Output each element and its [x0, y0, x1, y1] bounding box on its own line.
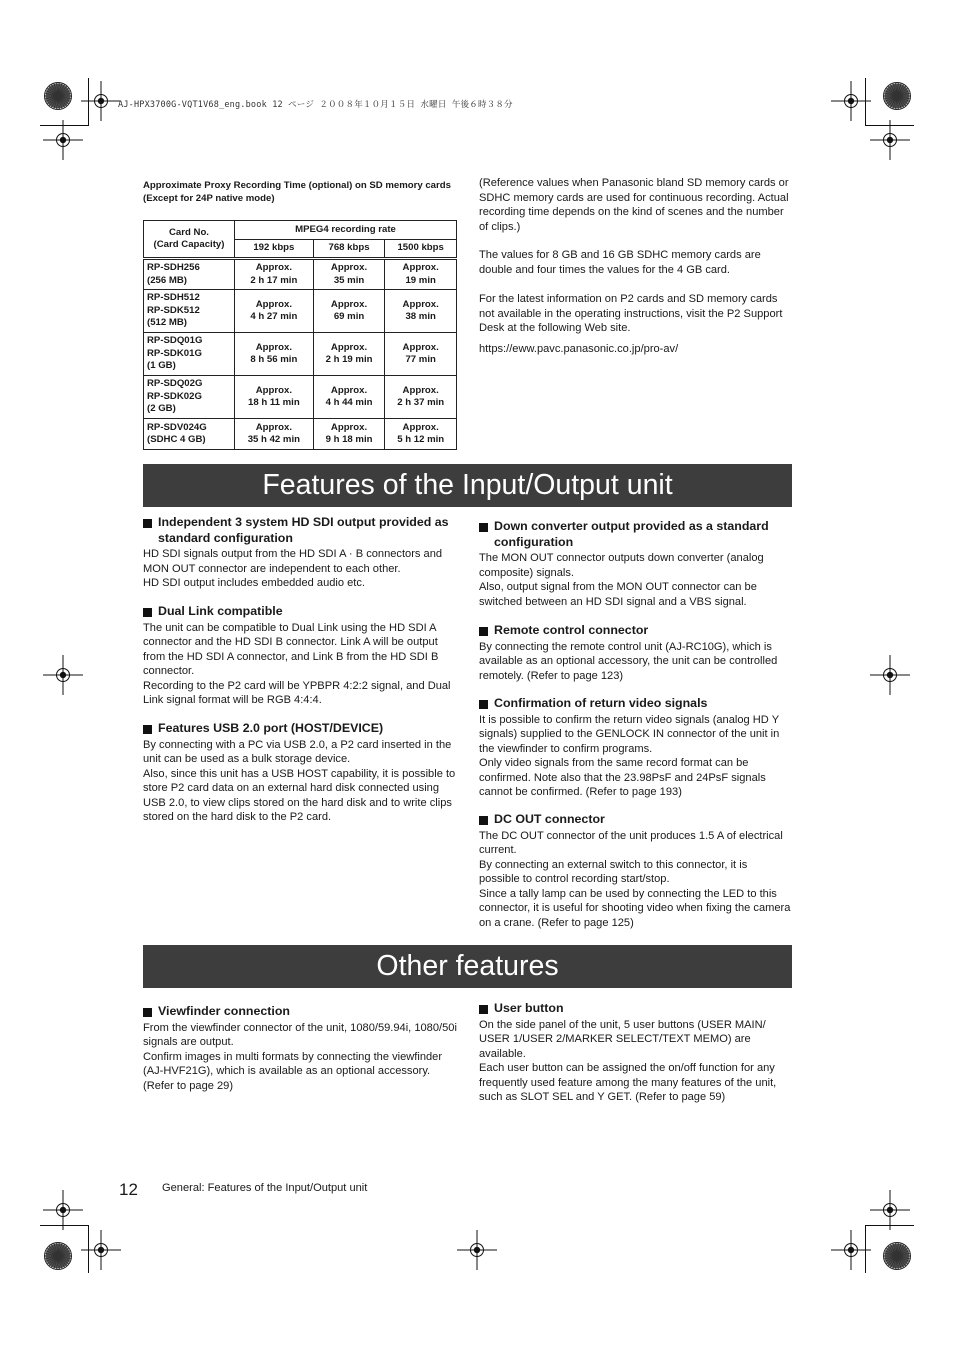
table-row [144, 290, 457, 333]
feature-paragraph: HD SDI signals output from the HD SDI A · B connectors and MON OUT connector are independent to each other. [143, 548, 443, 575]
feature-body [143, 547, 459, 591]
feature-paragraph: The unit can be compatible to Dual Link using the HD SDI A connector and the HD SDI B connector. Link A will be output from the HD SDI A connector, and Link B from the HD SDI B connector. [143, 621, 439, 677]
feature-section [143, 515, 459, 591]
time-cell: Approx. 38 min [385, 290, 457, 333]
bullet-square-icon [479, 816, 488, 825]
registration-mark-icon [81, 81, 121, 121]
feature-section [479, 623, 791, 683]
feature-section [479, 519, 791, 609]
feature-heading-text: Dual Link compatible [158, 604, 283, 618]
feature-heading-text: Independent 3 system HD SDI output provided as standard configuration [158, 515, 449, 545]
feature-heading [479, 623, 791, 639]
other-right-column [479, 1001, 791, 1121]
rate-header: 192 kbps [235, 240, 314, 259]
table-row [144, 333, 457, 376]
time-cell: Approx. 2 h 37 min [385, 376, 457, 419]
time-cell: Approx. 8 h 56 min [235, 333, 314, 376]
print-header: AJ-HPX3700G-VQT1V68_eng.book 12 ページ ２００８年１０月１５日 水曜日 午後６時３８分 [118, 100, 513, 110]
feature-body [143, 1021, 459, 1094]
sdhc-note: The values for 8 GB and 16 GB SDHC memory cards are double and four times the values for the 4 GB card. [479, 249, 761, 276]
feature-body [143, 738, 459, 825]
feature-heading [143, 604, 459, 620]
time-cell: Approx. 2 h 19 min [313, 333, 385, 376]
time-cell: Approx. 77 min [385, 333, 457, 376]
rate-header: 768 kbps [313, 240, 385, 259]
registration-mark-icon [831, 81, 871, 121]
feature-section [479, 1001, 791, 1105]
feature-paragraph: Also, output signal from the MON OUT connector can be switched between an HD SDI signal and a VBS signal. [479, 581, 757, 608]
support-note: For the latest information on P2 cards and SD memory cards not available in the operating instructions, visit the P2 Support Desk at the following Web site. [479, 293, 783, 334]
card-cell: RP-SDH512 RP-SDK512 (512 MB) [144, 290, 235, 333]
feature-paragraph: By connecting the remote control unit (AJ-RC10G), which is available as an optional accessory, the unit can be controlled remotely. (Refer to page 123) [479, 640, 778, 682]
reference-note: (Reference values when Panasonic bland SD memory cards or SDHC memory cards are used for continuous recording. Actual recording time depends on the kind of scenes and the number of clips.) [479, 177, 789, 233]
section-banner-other: Other features [143, 945, 792, 988]
bullet-square-icon [143, 519, 152, 528]
feature-heading-text: DC OUT connector [494, 812, 605, 826]
bullet-square-icon [479, 627, 488, 636]
proxy-title-line1: Approximate Proxy Recording Time (optional) on SD memory cards [143, 180, 451, 191]
feature-paragraph: By connecting with a PC via USB 2.0, a P2 card inserted in the unit can be used as a bulk storage device. [143, 738, 452, 765]
feature-body [479, 829, 791, 931]
time-cell: Approx. 5 h 12 min [385, 419, 457, 450]
feature-paragraph: By connecting an external switch to this connector, it is possible to control recording start/stop. [479, 858, 748, 885]
feature-paragraph: Only video signals from the same record format can be confirmed. Note also that the 23.98PsF and 24PsF signals cannot be confirmed. (Refer to page 193) [479, 757, 766, 798]
card-cell: RP-SDH256 (256 MB) [144, 259, 235, 290]
other-left-column [143, 1004, 459, 1124]
feature-heading-text: Viewfinder connection [158, 1004, 290, 1018]
feature-paragraph: Recording to the P2 card will be YPBPR 4:2:2 signal, and Dual Link signal format will be RGB 4:4:4. [143, 679, 451, 706]
table-row [144, 259, 457, 290]
time-cell: Approx. 4 h 27 min [235, 290, 314, 333]
registration-mark-icon [870, 1190, 910, 1230]
table-row [144, 376, 457, 419]
registration-mark-icon [43, 120, 83, 160]
feature-heading [479, 519, 791, 550]
feature-section [143, 721, 459, 825]
feature-heading [143, 515, 459, 546]
feature-section [479, 812, 791, 930]
time-cell: Approx. 35 min [313, 259, 385, 290]
proxy-rows [144, 259, 457, 450]
feature-paragraph: Confirm images in multi formats by connecting the viewfinder (AJ-HVF21G), which is available as an optional accessory. (Refer to page 29) [143, 1050, 443, 1092]
feature-body [479, 551, 791, 609]
feature-heading [143, 1004, 459, 1020]
card-cell: RP-SDV024G (SDHC 4 GB) [144, 419, 235, 450]
time-cell: Approx. 2 h 17 min [235, 259, 314, 290]
footer-section-title: General: Features of the Input/Output unit [162, 1182, 368, 1194]
registration-mark-icon [81, 1230, 121, 1270]
section-banner-io: Features of the Input/Output unit [143, 464, 792, 507]
feature-body [479, 640, 791, 684]
feature-section [143, 604, 459, 708]
time-cell: Approx. 9 h 18 min [313, 419, 385, 450]
bullet-square-icon [479, 700, 488, 709]
proxy-table-title [143, 180, 458, 205]
color-rosette-icon [883, 82, 911, 110]
color-rosette-icon [44, 82, 72, 110]
proxy-title-line2: (Except for 24P native mode) [143, 192, 275, 204]
feature-heading [479, 812, 791, 828]
io-right-column [479, 519, 791, 939]
registration-mark-icon [43, 1190, 83, 1230]
registration-mark-icon [870, 120, 910, 160]
table-row [144, 419, 457, 450]
feature-paragraph: Since a tally lamp can be used by connecting the LED to this connector, it is useful for shooting video when fixing the camera on a crane. (Refer to page 125) [479, 887, 791, 929]
feature-paragraph: The DC OUT connector of the unit produces 1.5 A of electrical current. [479, 829, 783, 856]
color-rosette-icon [44, 1242, 72, 1270]
bullet-square-icon [479, 1005, 488, 1014]
header-card: Card No. (Card Capacity) [144, 221, 235, 259]
feature-paragraph: From the viewfinder connector of the unit, 1080/59.94i, 1080/50i signals are output. [143, 1021, 457, 1048]
time-cell: Approx. 19 min [385, 259, 457, 290]
feature-heading-text: Confirmation of return video signals [494, 696, 708, 710]
time-cell: Approx. 4 h 44 min [313, 376, 385, 419]
feature-heading-text: Down converter output provided as a standard configuration [494, 519, 769, 549]
registration-mark-icon [831, 1230, 871, 1270]
proxy-recording-table [143, 220, 457, 450]
time-cell: Approx. 18 h 11 min [235, 376, 314, 419]
rate-header: 1500 kbps [385, 240, 457, 259]
bullet-square-icon [143, 1008, 152, 1017]
card-cell: RP-SDQ02G RP-SDK02G (2 GB) [144, 376, 235, 419]
feature-paragraph: On the side panel of the unit, 5 user buttons (USER MAIN/ USER 1/USER 2/MARKER SELECT/TEXT MEMO) are available. [479, 1018, 766, 1060]
time-cell: Approx. 69 min [313, 290, 385, 333]
bullet-square-icon [143, 608, 152, 617]
feature-body [479, 713, 791, 800]
feature-paragraph: Each user button can be assigned the on/off function for any frequently used feature among the many features of the unit, such as SLOT SEL and Y GET. (Refer to page 59) [479, 1062, 777, 1103]
header-rate: MPEG4 recording rate [235, 221, 457, 240]
feature-body [143, 621, 459, 708]
registration-mark-icon [870, 655, 910, 695]
feature-body [479, 1018, 791, 1105]
bullet-square-icon [143, 725, 152, 734]
io-left-column [143, 515, 459, 935]
feature-heading-text: Features USB 2.0 port (HOST/DEVICE) [158, 721, 384, 735]
registration-mark-icon [43, 655, 83, 695]
feature-paragraph: The MON OUT connector outputs down converter (analog composite) signals. [479, 552, 764, 579]
bullet-square-icon [479, 523, 488, 532]
card-cell: RP-SDQ01G RP-SDK01G (1 GB) [144, 333, 235, 376]
feature-paragraph: It is possible to confirm the return video signals (analog HD Y signals) supplied to the GENLOCK IN connector of the unit in the viewfinder to confirm programs. [479, 713, 780, 755]
color-rosette-icon [883, 1242, 911, 1270]
feature-heading [143, 721, 459, 737]
feature-paragraph: HD SDI output includes embedded audio etc. [143, 577, 366, 589]
page-number: 12 [119, 1180, 138, 1199]
feature-heading-text: User button [494, 1001, 564, 1015]
feature-heading [479, 696, 791, 712]
registration-mark-icon [457, 1230, 497, 1270]
feature-heading [479, 1001, 791, 1017]
time-cell: Approx. 35 h 42 min [235, 419, 314, 450]
feature-section [143, 1004, 459, 1093]
feature-paragraph: Also, since this unit has a USB HOST capability, it is possible to store P2 card data on an external hard disk connected using USB 2.0, to view clips stored on the hard disk and to write clips stored on the hard disk to the P2 card. [143, 767, 456, 823]
feature-section [479, 696, 791, 800]
feature-heading-text: Remote control connector [494, 623, 649, 637]
support-url[interactable]: https://eww.pavc.panasonic.co.jp/pro-av/ [479, 343, 679, 355]
